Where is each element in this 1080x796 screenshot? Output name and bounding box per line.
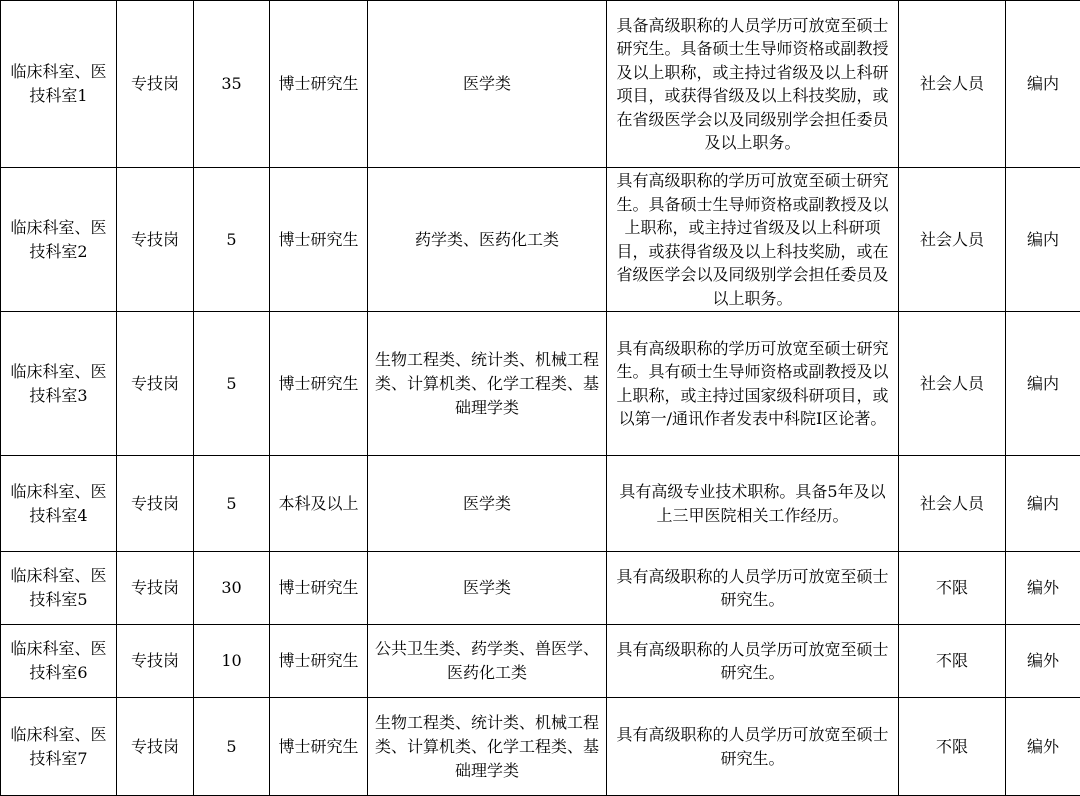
headcount-cell: 5 [194,312,270,456]
department-cell: 临床科室、医技科室1 [1,1,117,168]
table-row [1,1,1080,168]
requirements-cell: 具有高级职称的人员学历可放宽至硕士研究生。 [607,625,899,698]
post-type-cell: 专技岗 [117,698,194,796]
post-type-cell: 专技岗 [117,168,194,312]
major-cell: 生物工程类、统计类、机械工程类、计算机类、化学工程类、基础理学类 [368,698,607,796]
major-cell: 医学类 [368,456,607,552]
education-cell: 本科及以上 [270,456,368,552]
department-cell: 临床科室、医技科室4 [1,456,117,552]
education-cell: 博士研究生 [270,1,368,168]
target-cell: 不限 [899,552,1006,625]
table-row [1,456,1080,552]
department-cell: 临床科室、医技科室6 [1,625,117,698]
major-cell: 医学类 [368,552,607,625]
table-row [1,625,1080,698]
staffing-cell: 编内 [1006,168,1080,312]
requirements-cell: 具有高级职称的学历可放宽至硕士研究生。具备硕士生导师资格或副教授及以上职称，或主持过省级及以上科研项目，或获得省级及以上科技奖励，或在省级医学会以及同级别学会担任委员及以上职务。 [607,168,899,312]
target-cell: 社会人员 [899,1,1006,168]
requirements-cell: 具有高级职称的人员学历可放宽至硕士研究生。 [607,698,899,796]
headcount-cell: 5 [194,168,270,312]
major-cell: 公共卫生类、药学类、兽医学、医药化工类 [368,625,607,698]
requirements-cell: 具有高级专业技术职称。具备5年及以上三甲医院相关工作经历。 [607,456,899,552]
headcount-cell: 5 [194,698,270,796]
target-cell: 社会人员 [899,168,1006,312]
requirements-cell: 具有高级职称的人员学历可放宽至硕士研究生。 [607,552,899,625]
post-type-cell: 专技岗 [117,552,194,625]
headcount-cell: 5 [194,456,270,552]
staffing-cell: 编外 [1006,625,1080,698]
requirements-cell: 具有高级职称的学历可放宽至硕士研究生。具有硕士生导师资格或副教授及以上职称，或主持过国家级科研项目，或以第一/通讯作者发表中科院I区论著。 [607,312,899,456]
post-type-cell: 专技岗 [117,456,194,552]
post-type-cell: 专技岗 [117,312,194,456]
education-cell: 博士研究生 [270,552,368,625]
headcount-cell: 35 [194,1,270,168]
headcount-cell: 10 [194,625,270,698]
staffing-cell: 编外 [1006,698,1080,796]
department-cell: 临床科室、医技科室3 [1,312,117,456]
post-type-cell: 专技岗 [117,1,194,168]
education-cell: 博士研究生 [270,312,368,456]
major-cell: 医学类 [368,1,607,168]
department-cell: 临床科室、医技科室5 [1,552,117,625]
major-cell: 药学类、医药化工类 [368,168,607,312]
staffing-cell: 编内 [1006,1,1080,168]
table-row [1,698,1080,796]
major-cell: 生物工程类、统计类、机械工程类、计算机类、化学工程类、基础理学类 [368,312,607,456]
education-cell: 博士研究生 [270,625,368,698]
table-row [1,312,1080,456]
headcount-cell: 30 [194,552,270,625]
table-row [1,168,1080,312]
table-row [1,552,1080,625]
post-type-cell: 专技岗 [117,625,194,698]
department-cell: 临床科室、医技科室7 [1,698,117,796]
department-cell: 临床科室、医技科室2 [1,168,117,312]
education-cell: 博士研究生 [270,698,368,796]
target-cell: 不限 [899,625,1006,698]
target-cell: 社会人员 [899,312,1006,456]
staffing-cell: 编外 [1006,552,1080,625]
target-cell: 不限 [899,698,1006,796]
target-cell: 社会人员 [899,456,1006,552]
staffing-cell: 编内 [1006,456,1080,552]
requirements-cell: 具备高级职称的人员学历可放宽至硕士研究生。具备硕士生导师资格或副教授及以上职称，或主持过省级及以上科研项目，或获得省级及以上科技奖励，或在省级医学会以及同级别学会担任委员及以上职务。 [607,1,899,168]
staffing-cell: 编内 [1006,312,1080,456]
education-cell: 博士研究生 [270,168,368,312]
